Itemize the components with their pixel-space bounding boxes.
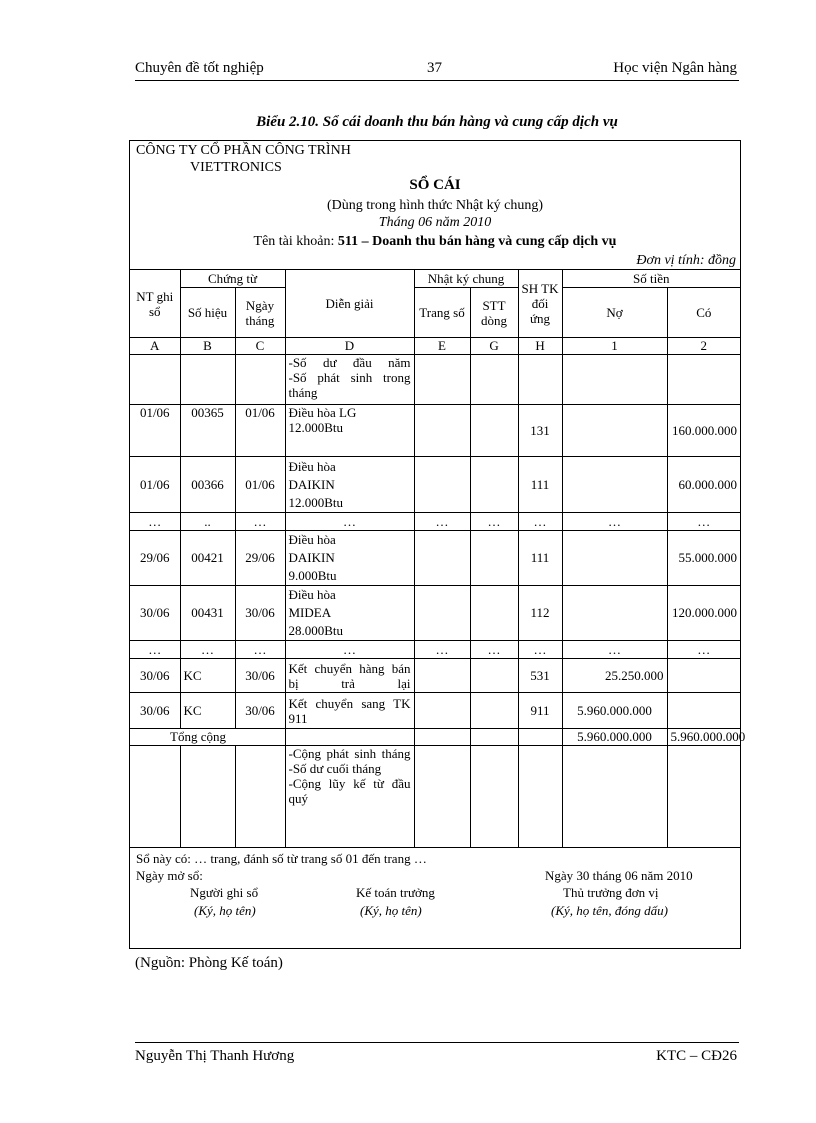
debit-cell: … bbox=[562, 641, 667, 659]
col-trang-so: Trang số bbox=[414, 288, 470, 338]
account-prefix: Tên tài khoản: bbox=[253, 234, 338, 249]
code-cell: C bbox=[235, 338, 285, 355]
table-row bbox=[130, 405, 740, 457]
num-cell: … bbox=[180, 641, 235, 659]
day-cell: … bbox=[235, 513, 285, 531]
code-cell: E bbox=[414, 338, 470, 355]
ledger-subtitle: (Dùng trong hình thức Nhật ký chung) bbox=[327, 198, 543, 213]
table-row bbox=[130, 457, 740, 513]
line-cell: … bbox=[470, 641, 518, 659]
signer-recorder: Người ghi sổ bbox=[190, 885, 259, 900]
num-cell: 00421 bbox=[180, 531, 235, 586]
date-cell: … bbox=[130, 513, 180, 531]
num-cell: KC bbox=[180, 659, 235, 693]
signer-director-note: (Ký, họ tên, đóng dấu) bbox=[551, 903, 668, 918]
page-count-note: Sổ này có: … trang, đánh số từ trang số 01 đến trang … bbox=[136, 851, 427, 866]
closing-line: -Số dư cuối tháng bbox=[288, 761, 382, 776]
table-row bbox=[130, 586, 740, 641]
col-shtk: SH TK đối ứng bbox=[518, 270, 562, 338]
page-number: 37 bbox=[427, 60, 442, 76]
table-row bbox=[130, 693, 740, 729]
ledger-title: SỔ CÁI bbox=[409, 177, 461, 193]
credit-cell: 55.000.000 bbox=[667, 531, 740, 586]
acc-cell: 911 bbox=[518, 693, 562, 729]
code-cell: G bbox=[470, 338, 518, 355]
desc-cell: Điều hòa LG 12.000Btu bbox=[285, 405, 414, 457]
desc-cell: … bbox=[285, 641, 414, 659]
signer-director: Thủ trưởng đơn vị bbox=[563, 885, 659, 900]
num-cell: 00365 bbox=[180, 405, 235, 457]
credit-cell: 120.000.000 bbox=[667, 586, 740, 641]
total-row bbox=[130, 729, 740, 746]
num-cell: KC bbox=[180, 693, 235, 729]
page-cell: … bbox=[414, 513, 470, 531]
col-no: Nợ bbox=[562, 288, 667, 338]
account-line bbox=[130, 234, 740, 250]
day-cell: 29/06 bbox=[235, 531, 285, 586]
code-cell: B bbox=[180, 338, 235, 355]
closing-line: -Cộng lũy kế từ đầu quý bbox=[288, 776, 411, 806]
page-cell: … bbox=[414, 641, 470, 659]
table-row bbox=[130, 513, 740, 531]
day-cell: 30/06 bbox=[235, 693, 285, 729]
num-cell: .. bbox=[180, 513, 235, 531]
debit-cell: 5.960.000.000 bbox=[562, 693, 667, 729]
credit-cell: … bbox=[667, 641, 740, 659]
credit-cell: 60.000.000 bbox=[667, 457, 740, 513]
date-cell: 30/06 bbox=[130, 693, 180, 729]
desc-cell: Điều hòa DAIKIN 12.000Btu bbox=[285, 457, 414, 513]
sign-date: Ngày 30 tháng 06 năm 2010 bbox=[545, 868, 693, 883]
date-cell: 01/06 bbox=[130, 457, 180, 513]
signer-chief-accountant: Kế toán trưởng bbox=[356, 885, 435, 900]
closing-cell bbox=[285, 746, 414, 848]
table-row bbox=[130, 355, 740, 405]
line-cell: … bbox=[470, 513, 518, 531]
code-cell: D bbox=[285, 338, 414, 355]
table-row bbox=[130, 659, 740, 693]
day-cell: … bbox=[235, 641, 285, 659]
desc-cell: … bbox=[285, 513, 414, 531]
day-cell: 01/06 bbox=[235, 457, 285, 513]
code-cell: 2 bbox=[667, 338, 740, 355]
debit-cell: … bbox=[562, 513, 667, 531]
ledger-frame bbox=[129, 140, 746, 949]
col-dien-giai: Diễn giải bbox=[285, 270, 414, 338]
acc-cell: 531 bbox=[518, 659, 562, 693]
code-cell: A bbox=[130, 338, 180, 355]
ledger-table bbox=[130, 269, 746, 848]
page-header bbox=[135, 58, 739, 81]
acc-cell: 111 bbox=[518, 457, 562, 513]
acc-cell: 131 bbox=[518, 405, 562, 457]
closing-row bbox=[130, 746, 740, 848]
desc-cell: Điều hòa MIDEA 28.000Btu bbox=[285, 586, 414, 641]
credit-cell: … bbox=[667, 513, 740, 531]
class-code: KTC – CĐ26 bbox=[656, 1048, 737, 1064]
total-debit: 5.960.000.000 bbox=[562, 729, 667, 746]
opened-date: Ngày mở sổ: bbox=[136, 868, 203, 883]
unit-label: Đơn vị tính: đồng bbox=[636, 253, 736, 268]
author: Nguyễn Thị Thanh Hương bbox=[135, 1048, 295, 1064]
code-cell: 1 bbox=[562, 338, 667, 355]
day-cell: 01/06 bbox=[235, 405, 285, 457]
code-cell: H bbox=[518, 338, 562, 355]
day-cell: 30/06 bbox=[235, 659, 285, 693]
num-cell: 00431 bbox=[180, 586, 235, 641]
col-so-tien: Số tiền bbox=[562, 270, 740, 288]
table-row bbox=[130, 641, 740, 659]
date-cell: … bbox=[130, 641, 180, 659]
company-name-2: VIETTRONICS bbox=[190, 160, 282, 175]
date-cell: 30/06 bbox=[130, 586, 180, 641]
col-stt-dong: STT dòng bbox=[470, 288, 518, 338]
account-name: 511 – Doanh thu bán hàng và cung cấp dịch vụ bbox=[337, 234, 617, 249]
total-credit: 5.960.000.000 bbox=[667, 729, 740, 746]
ledger-month: Tháng 06 năm 2010 bbox=[378, 215, 492, 230]
header-left: Chuyên đề tốt nghiệp bbox=[135, 60, 264, 76]
col-co: Có bbox=[667, 288, 740, 338]
table-row bbox=[130, 531, 740, 586]
closing-line: -Cộng phát sinh tháng bbox=[288, 746, 411, 761]
col-chung-tu: Chứng từ bbox=[180, 270, 285, 288]
figure-caption: Biểu 2.10. Sổ cái doanh thu bán hàng và cung cấp dịch vụ bbox=[256, 114, 618, 130]
header-right: Học viện Ngân hàng bbox=[613, 60, 737, 76]
total-label: Tổng cộng bbox=[130, 729, 285, 746]
company-name: CÔNG TY CỔ PHẦN CÔNG TRÌNH bbox=[136, 143, 351, 158]
num-cell: 00366 bbox=[180, 457, 235, 513]
desc-cell: Kết chuyển hàng bán bị trả lại bbox=[285, 659, 414, 693]
col-nt: NT ghi sổ bbox=[130, 270, 180, 338]
acc-cell: … bbox=[518, 513, 562, 531]
source-note: (Nguồn: Phòng Kế toán) bbox=[135, 955, 283, 971]
acc-cell: … bbox=[518, 641, 562, 659]
desc-cell: Điều hòa DAIKIN 9.000Btu bbox=[285, 531, 414, 586]
date-cell: 30/06 bbox=[130, 659, 180, 693]
column-codes-row bbox=[130, 338, 740, 355]
signer-chief-accountant-note: (Ký, họ tên) bbox=[360, 903, 422, 918]
col-ngay-thang: Ngày tháng bbox=[235, 288, 285, 338]
col-so-hieu: Số hiệu bbox=[180, 288, 235, 338]
signer-recorder-note: (Ký, họ tên) bbox=[194, 903, 256, 918]
credit-cell: 160.000.000 bbox=[667, 405, 740, 457]
acc-cell: 112 bbox=[518, 586, 562, 641]
acc-cell: 111 bbox=[518, 531, 562, 586]
day-cell: 30/06 bbox=[235, 586, 285, 641]
date-cell: 29/06 bbox=[130, 531, 180, 586]
desc-cell: Kết chuyển sang TK 911 bbox=[285, 693, 414, 729]
date-cell: 01/06 bbox=[130, 405, 180, 457]
col-nkc: Nhật ký chung bbox=[414, 270, 518, 288]
desc-cell: -Số dư đầu năm -Số phát sinh trong tháng bbox=[285, 355, 414, 405]
debit-cell: 25.250.000 bbox=[562, 659, 667, 693]
page-footer bbox=[135, 1042, 739, 1067]
